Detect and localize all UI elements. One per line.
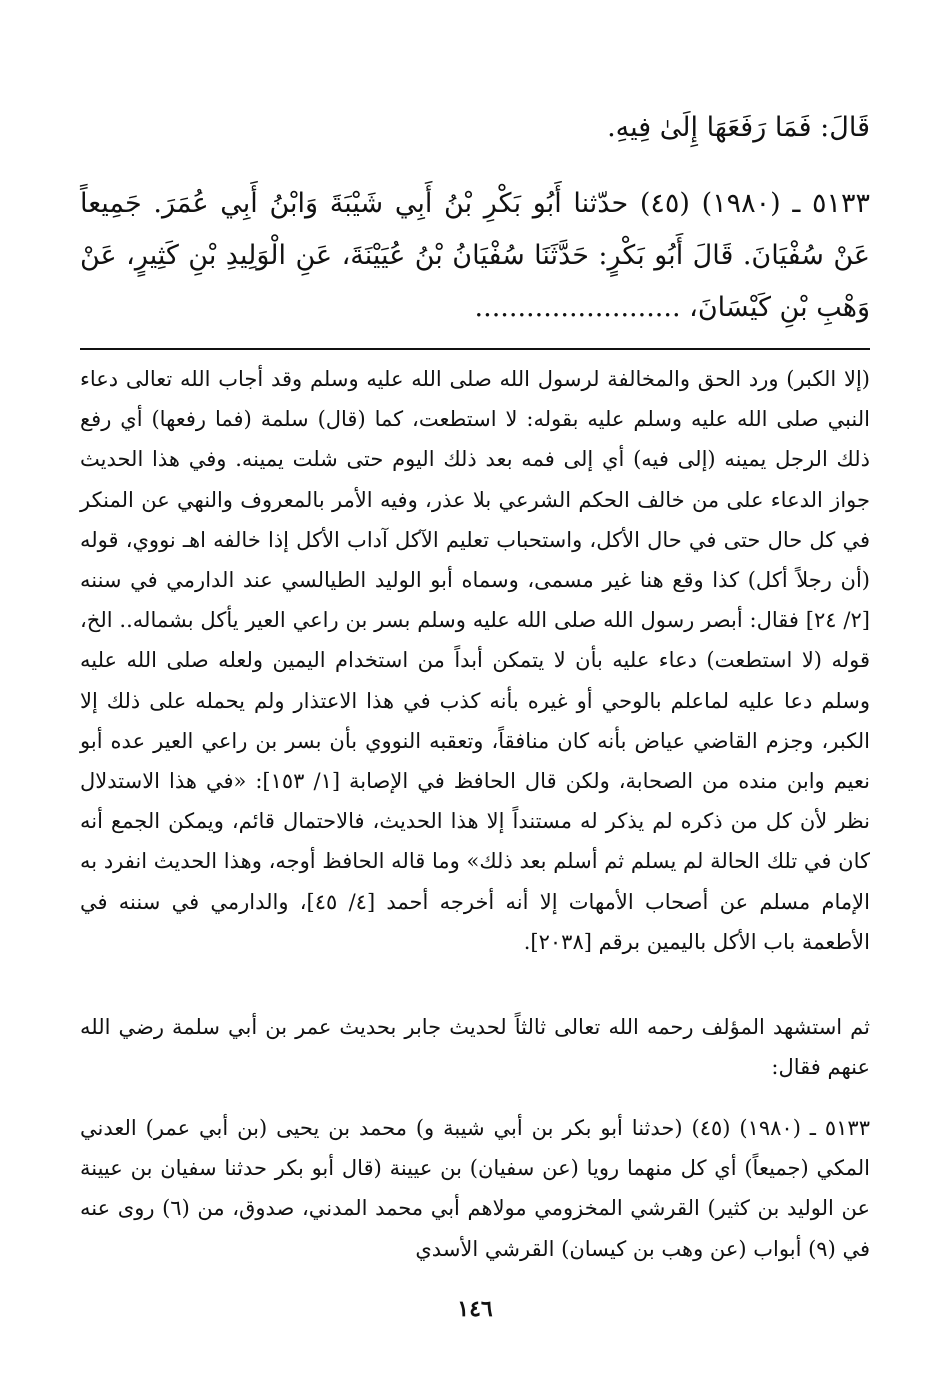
separator-line [80, 348, 870, 350]
commentary-paragraph-intro: ثم استشهد المؤلف رحمه الله تعالى ثالثاً لحديث جابر بحديث عمر بن أبي سلمة رضي الله عنهم فقال: [80, 1015, 870, 1080]
hadith-text-quote: قَالَ: فَمَا رَفَعَهَا إِلَىٰ فِيهِ. [607, 112, 870, 143]
commentary-paragraph-chain: ٥١٣٣ ـ (١٩٨٠) (٤٥) (حدثنا أبو بكر بن أبي شيبة و) محمد بن يحيى (بن أبي عمر) العدني المكي (جميعاً) أي كل منهما رويا (عن سفيان) بن عيينة (قال أبو بكر حدثنا سفيان بن عيينة عن الوليد بن كثير) القرشي المخزومي مولاهم أبي محمد المدني، صدوق، من (٦) روى عنه في (٩) أبواب (عن وهب بن كيسان) القرشي الأسدي [80, 1116, 870, 1261]
commentary-paragraph-main: (إلا الكبر) ورد الحق والمخالفة لرسول الله صلى الله عليه وسلم وقد أجاب الله تعالى دعاء النبي صلى الله عليه وسلم عليه بقوله: لا استطعت، كما (قال) سلمة (فما رفعها) أي رفع ذلك الرجل يمينه (إلى فيه) أي إلى فمه بعد ذلك اليوم حتى شلت يمينه. وفي هذا الحديث جواز الدعاء على من خالف الحكم الشرعي بلا عذر، وفيه الأمر بالمعروف والنهي عن المنكر في كل حال حتى في حال الأكل، واستحباب تعليم الآكل آداب الأكل إذا خالفه اهـ نووي، قوله (أن رجلاً أكل) كذا وقع هنا غير مسمى، وسماه أبو الوليد الطيالسي عند الدارمي في سننه [٢/ ٢٤] فقال: أبصر رسول الله صلى الله عليه وسلم بسر بن راعي العير يأكل بشماله.. الخ، قوله (لا استطعت) دعاء عليه بأن لا يتمكن أبداً من استخدام اليمين ولعله صلى الله عليه وسلم دعا عليه لماعلم بالوحي أو غيره بأنه كذب في هذا الاعتذار ولم يحمله على ذلك إلا الكبر، وجزم القاضي عياض بأنه كان منافقاً، وتعقبه النووي بأن بسر بن راعي العير عده أبو نعيم وابن منده من الصحابة، ولكن قال الحافظ في الإصابة [١/ ١٥٣]: «في هذا الاستدلال نظر لأن كل من ذكره لم يذكر له مستنداً إلا هذا الحديث، فالاحتمال قائم، ويمكن الجمع أنه كان في تلك الحالة لم يسلم ثم أسلم بعد ذلك» وما قاله الحافظ أوجه، وهذا الحديث انفرد به الإمام مسلم عن أصحاب الأمهات إلا أنه أخرجه أحمد [٤/ ٤٥]، والدارمي في سننه في الأطعمة باب الأكل باليمين برقم [٢٠٣٨]. [80, 367, 870, 954]
hadith-text-chain: ٥١٣٣ ـ (١٩٨٠) (٤٥) حدّثنا أَبُو بَكْرِ بْنُ أَبِي شَيْبَةَ وَابْنُ أَبِي عُمَرَ. جَمِيعاً عَنْ سُفْيَانَ. قَالَ أَبُو بَكْرٍ: حَدَّثَنَا سُفْيَانُ بْنُ عُيَيْنَةَ، عَنِ الْوَلِيدِ بْنِ كَثِيرٍ، عَنْ وَهْبِ بْنِ كَيْسَانَ، ........................ [80, 188, 870, 323]
page-number: ١٤٦ [457, 1296, 493, 1322]
